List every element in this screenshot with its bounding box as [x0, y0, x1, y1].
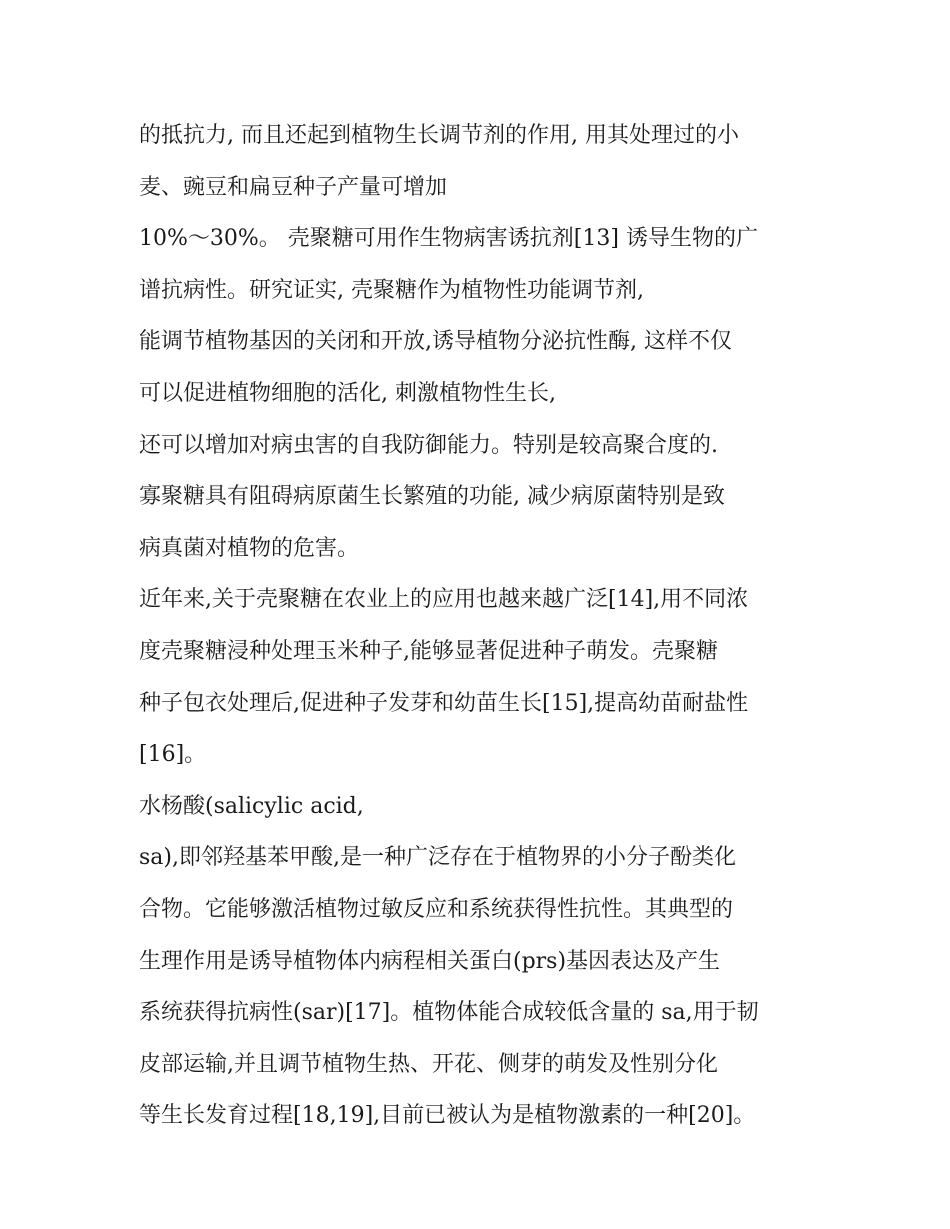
body-text — [139, 110, 829, 1142]
text-line: 合物。它能够激活植物过敏反应和系统获得性抗性。其典型的 — [139, 896, 734, 922]
text-line: 等生长发育过程[18,19],目前已被认为是植物激素的一种[20]。 — [139, 1103, 756, 1129]
text-line: 能调节植物基因的关闭和开放,诱导植物分泌抗性酶, 这样不仅 — [139, 329, 732, 355]
text-line: 系统获得抗病性(sar)[17]。植物体能合成较低含量的 sa,用于韧 — [139, 1000, 759, 1026]
text-line: 寡聚糖具有阻碍病原菌生长繁殖的功能, 减少病原菌特别是致 — [139, 484, 725, 510]
text-line: 的抵抗力, 而且还起到植物生长调节剂的作用, 用其处理过的小 — [139, 123, 739, 148]
text-line: 种子包衣处理后,促进种子发芽和幼苗生长[15],提高幼苗耐盐性 — [139, 690, 749, 716]
text-line: sa),即邻羟基苯甲酸,是一种广泛存在于植物界的小分子酚类化 — [139, 845, 736, 871]
text-line: 麦、豌豆和扁豆种子产量可增加 — [139, 174, 448, 200]
text-line: 水杨酸(salicylic acid, — [139, 793, 364, 819]
text-line: [16]。 — [139, 742, 207, 768]
text-line: 生理作用是诱导植物体内病程相关蛋白(prs)基因表达及产生 — [139, 948, 721, 974]
text-line: 皮部运输,并且调节植物生热、开花、侧芽的萌发及性别分化 — [139, 1051, 718, 1077]
text-line: 10%～30%。 壳聚糖可用作生物病害诱抗剂[13] 诱导生物的广 — [139, 226, 758, 252]
text-line: 近年来,关于壳聚糖在农业上的应用也越来越广泛[14],用不同浓 — [139, 587, 749, 613]
text-line: 度壳聚糖浸种处理玉米种子,能够显著促进种子萌发。壳聚糖 — [139, 638, 718, 664]
text-line: 病真菌对植物的危害。 — [139, 535, 360, 561]
text-line: 还可以增加对病虫害的自我防御能力。特别是较高聚合度的. — [139, 432, 718, 458]
text-line: 谱抗病性。研究证实, 壳聚糖作为植物性功能调节剂, — [139, 277, 644, 303]
text-line: 可以促进植物细胞的活化, 刺激植物性生长, — [139, 380, 556, 406]
